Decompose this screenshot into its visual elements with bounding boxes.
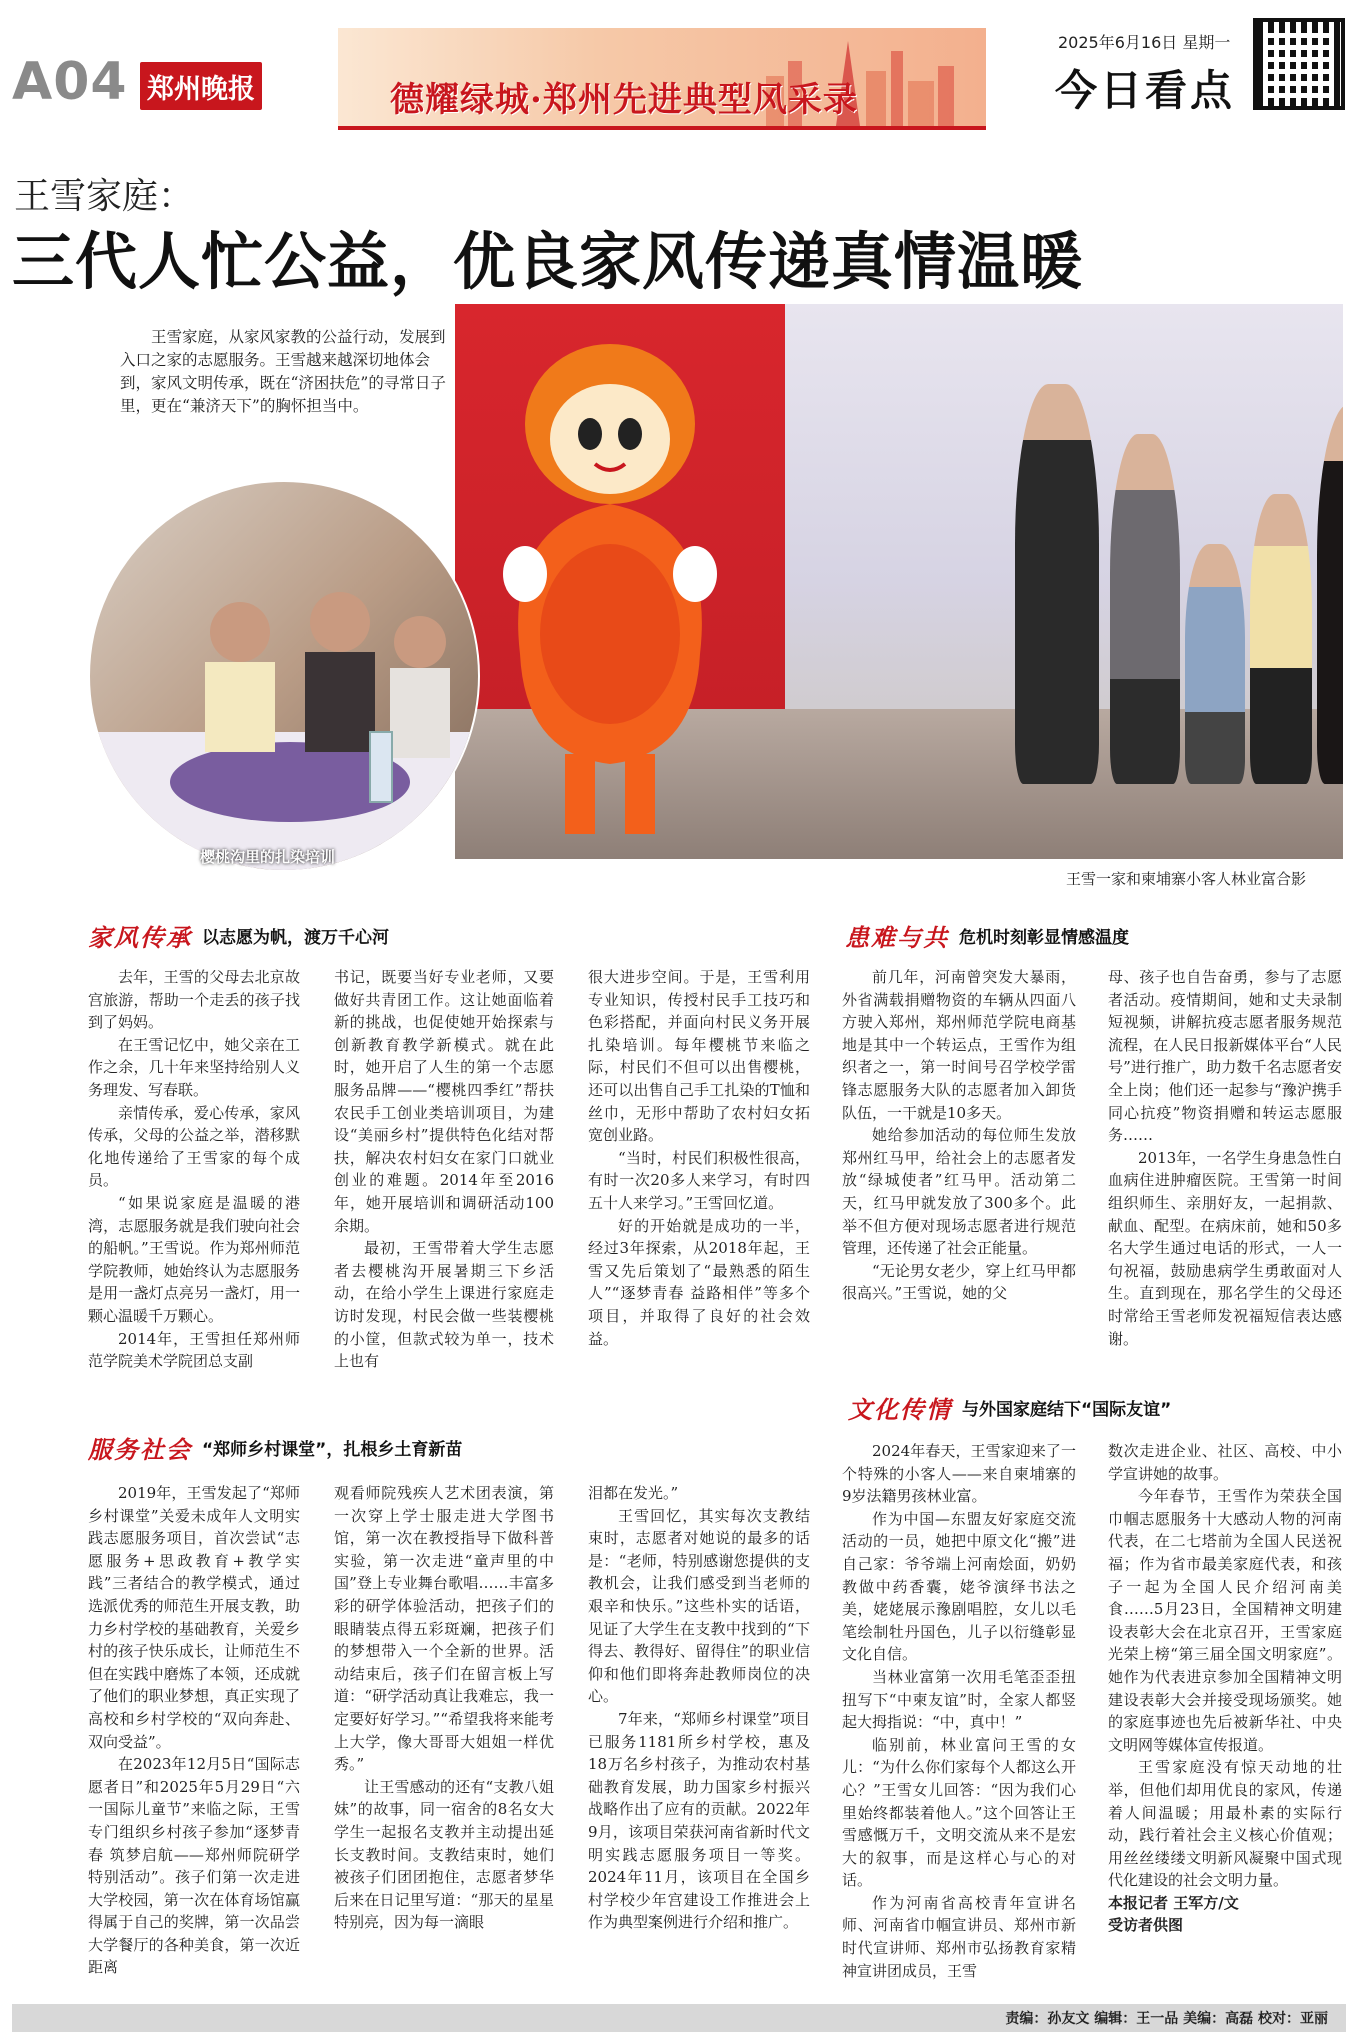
text-column: 泪都在发光。” 王雪回忆，其实每次支教结束时，志愿者对她说的最多的话是：“老师，特别感谢您提供的支教机会，让我们感受到当老师的艰辛和快乐。”这些朴实的话语，见证了大学生在支教中找到的“下得去、教得好、留得住”的职业信仰和他们即将奔赴教师岗位的决心。 7年来，“郑师乡村课堂”项目已服务1181所乡村学校，惠及18万名乡村孩子，为推动农村基础教育发展，助力国家乡村振兴战略作出了应有的贡献。2022年9月，该项目荣获河南省新时代文明实践志愿服务项目一等奖。2024年11月，该项目在全国乡村学校少年宫建设工作推进会上作为典型案例进行介绍和推广。 (588, 1484, 810, 1932)
section-head-adversity (845, 918, 1129, 953)
text-column: 书记，既要当好专业老师，又要做好共青团工作。这让她面临着新的挑战，也促使她开始探索与创新教育教学新模式。就在此时，她开启了人生的第一个志愿服务品牌——“樱桃四季红”帮扶农民手工创业类培训项目，为建设“美丽乡村”提供特色化结对帮扶，解决农村妇女在家门口就业创业的难题。2014年至2016年，她开展培训和调研活动100余期。 最初，王雪带着大学生志愿者去樱桃沟开展暑期三下乡活动，在给小学生上课进行家庭走访时发现，村民会做一些装樱桃的小筐，但款式较为单一，技术上也有 (334, 968, 554, 1371)
section-subtitle: 危机时刻彰显情感温度 (959, 928, 1129, 948)
tie-dye-training-photo (88, 480, 480, 872)
section-tag: 服务社会 (88, 1435, 192, 1464)
person-daughter (1110, 434, 1180, 784)
person-boy-small (1185, 544, 1245, 784)
page-number: A04 (12, 52, 128, 112)
text-column: 2024年春天，王雪家迎来了一个特殊的小客人——来自柬埔寨的9岁法籍男孩林业富。 作为中国—东盟友好家庭交流活动的一员，她把中原文化“搬”进自己家：爷爷端上河南烩面，奶奶教做中药香囊，姥爷演绎书法之美，姥姥展示豫剧唱腔，女儿以毛笔绘制牡丹国色，儿子以衍缝彰显文化自信。 当林业富第一次用毛笔歪歪扭扭写下“中柬友谊”时，全家人都竖起大拇指说：“中，真中！” 临别前，林业富问王雪的女儿：“为什么你们家每个人都这么开心？”王雪女儿回答：“因为我们心里始终都装着他人。”这个回答让王雪感慨万千，文明交流从来不是宏大的叙事，而是这样心与心的对话。 作为河南省高校青年宣讲名师、河南省巾帼宣讲员、郑州市新时代宣讲师、郑州市弘扬教育家精神宣讲团成员，王雪 (842, 1442, 1076, 1980)
section-subtitle: 以志愿为帆，渡万千心河 (202, 928, 389, 948)
article-headline: 三代人忙公益，优良家风传递真情温暖 (12, 225, 1084, 298)
byline-reporter: 本报记者 王军方/文 (1108, 1893, 1239, 1912)
issue-date: 2025年6月16日 星期一 (1058, 33, 1231, 52)
person-mother (1317, 404, 1343, 784)
newspaper-logo: 郑州晚报 (140, 62, 262, 110)
section-tag: 家风传承 (88, 923, 192, 952)
section-subtitle: 与外国家庭结下“国际友谊” (962, 1400, 1172, 1420)
circle-photo-caption: 樱桃沟里的扎染培训 (200, 848, 336, 866)
article-kicker: 王雪家庭： (14, 176, 195, 217)
text-column: 观看师院残疾人艺术团表演，第一次穿上学士服走进大学图书馆，第一次在教授指导下做科普实验，第一次走进“童声里的中国”登上专业舞台歌唱……丰富多彩的研学体验活动，把孩子们的眼睛装点得五彩斑斓，把孩子们的梦想带入一个全新的世界。活动结束后，孩子们在留言板上写道：“研学活动真让我难忘，我一定要好好学习。”“希望我将来能考上大学，像大哥哥大姐姐一样优秀。” 让王雪感动的还有“支教八姐妹”的故事，同一宿舍的8名女大学生一起报名支教并主动提出延长支教时间。支教结束时，她们被孩子们团团抱住，志愿者梦华后来在日记里写道：“那天的星星特别亮，因为每一滴眼 (334, 1484, 554, 1932)
section-head-social-service (88, 1430, 462, 1465)
byline-photo: 受访者供图 (1108, 1915, 1184, 1934)
column-banner (338, 28, 986, 130)
section-tag: 文化传情 (848, 1395, 952, 1424)
qr-code-icon[interactable] (1253, 18, 1345, 110)
text-column: 母、孩子也自告奋勇，参与了志愿者活动。疫情期间，她和丈夫录制短视频，讲解抗疫志愿者服务规范流程，在人民日报新媒体平台“人民号”进行推广，助力数千名志愿者安全上岗；他们还一起参与“豫沪携手 同心抗疫”物资捐赠和转运志愿服务…… 2013年，一名学生身患急性白血病住进肿瘤医院。王雪第一时间组织师生、亲朋好友，一起捐款、献血、配型。在病床前，她和50多名大学生通过电话的形式，一人一句祝福，鼓励患病学生勇敢面对人生。直到现在，那名学生的父母还时常给王雪老师发祝福短信表达感谢。 (1108, 968, 1342, 1348)
section-subtitle: “郑师乡村课堂”，扎根乡土育新苗 (202, 1440, 463, 1460)
section-tag: 患难与共 (845, 923, 949, 952)
section-head-family-tradition (88, 918, 389, 953)
text-column: 去年，王雪的父母去北京故宫旅游，帮助一个走丢的孩子找到了妈妈。 在王雪记忆中，她父亲在工作之余，几十年来坚持给别人义务理发、写春联。 亲情传承，爱心传承，家风传承，父母的公益之举，潜移默化地传递给了王雪家的每个成员。 “如果说家庭是温暖的港湾，志愿服务就是我们驶向社会的船帆。”王雪说。作为郑州师范学院教师，她始终认为志愿服务是用一盏灯点亮另一盏灯，用一颗心温暖千万颗心。 2014年，王雪担任郑州师范学院美术学院团总支副 (88, 968, 300, 1371)
section-head-cultural-exchange (848, 1390, 1171, 1425)
person-boy (1250, 494, 1312, 784)
section-title: 今日看点 (1055, 66, 1236, 115)
text-column: 2019年，王雪发起了“郑师乡村课堂”关爱未成年人文明实践志愿服务项目，首次尝试“志愿服务+思政教育+教学实践”三者结合的教学模式，通过选派优秀的师范生开展支教，助力乡村学校的基础教育，关爱乡村的孩子快乐成长，让师范生不但在实践中磨炼了本领，还成就了他们的职业梦想，真正实现了高校和乡村学校的“双向奔赴、双向受益”。 在2023年12月5日“国际志愿者日”和2025年5月29日“六一国际儿童节”来临之际，王雪专门组织乡村孩子参加“逐梦青春 筑梦启航——郑州师院研学特别活动”。孩子们第一次走进大学校园，第一次在体育场馆赢得属于自己的奖牌，第一次品尝大学餐厅的各种美食，第一次近距离 (88, 1484, 300, 1977)
family-group-photo (455, 304, 1343, 859)
text-column: 前几年，河南曾突发大暴雨，外省满载捐赠物资的车辆从四面八方驶入郑州，郑州师范学院电商基地是其中一个转运点，王雪作为组织者之一，第一时间号召学校学雷锋志愿服务大队的志愿者加入卸货队伍，一干就是10多天。 她给参加活动的每位师生发放郑州红马甲，给社会上的志愿者发放“绿城使者”红马甲。活动第二天，红马甲就发放了300多个。此举不但方便对现场志愿者进行规范管理，还传递了社会正能量。 “无论男女老少，穿上红马甲都很高兴。”王雪说，她的父 (842, 968, 1076, 1303)
main-photo-caption: 王雪一家和柬埔寨小客人林业富合影 (1066, 870, 1307, 888)
text-column: 很大进步空间。于是，王雪利用专业知识，传授村民手工技巧和色彩搭配，并面向村民义务开展扎染培训。每年樱桃节来临之际，村民们不但可以出售樱桃，还可以出售自己手工扎染的T恤和丝巾，无形中帮助了农村妇女拓宽创业路。 “当时，村民们积极性很高，有时一次20多人来学习，有时四五十人来学习。”王雪回忆道。 好的开始就是成功的一半，经过3年探索，从2018年起，王雪又先后策划了“最熟悉的陌生人”“逐梦青春 益路相伴”等多个项目，并取得了良好的社会效益。 (588, 968, 810, 1348)
mascot-figure-icon (495, 334, 725, 844)
banner-title: 德耀绿城·郑州先进典型风采录 (390, 80, 858, 120)
text-column: 数次走进企业、社区、高校、中小学宣讲她的故事。 今年春节，王雪作为荣获全国巾帼志愿服务十大感动人物的河南代表，在二七塔前为全国人民送祝福；作为省市最美家庭代表，和孩子一起为全国人民介绍河南美食……5月23日，全国精神文明建设表彰大会在北京召开，王雪家庭光荣上榜“第三届全国文明家庭”。她作为代表进京参加全国精神文明建设表彰大会并接受现场颁奖。她的家庭事迹也先后被新华社、中央文明网等媒体宣传报道。 王雪家庭没有惊天动地的壮举，但他们却用优良的家风，传递着人间温暖；用最朴素的实际行动，践行着社会主义核心价值观；用丝丝缕缕文明新风凝聚中国式现代化建设的社会文明力量。 本报记者 王军方/文 受访者供图 (1108, 1442, 1342, 1934)
editor-credits: 责编：孙友文 编辑：王一品 美编：高磊 校对：亚丽 (1005, 2011, 1328, 2027)
article-intro: 王雪家庭，从家风家教的公益行动，发展到入口之家的志愿服务。王雪越来越深切地体会到，家风文明传承，既在“济困扶危”的寻常日子里，更在“兼济天下”的胸怀担当中。 (120, 328, 446, 415)
person-father (1015, 384, 1099, 784)
training-scene-icon (90, 482, 480, 872)
